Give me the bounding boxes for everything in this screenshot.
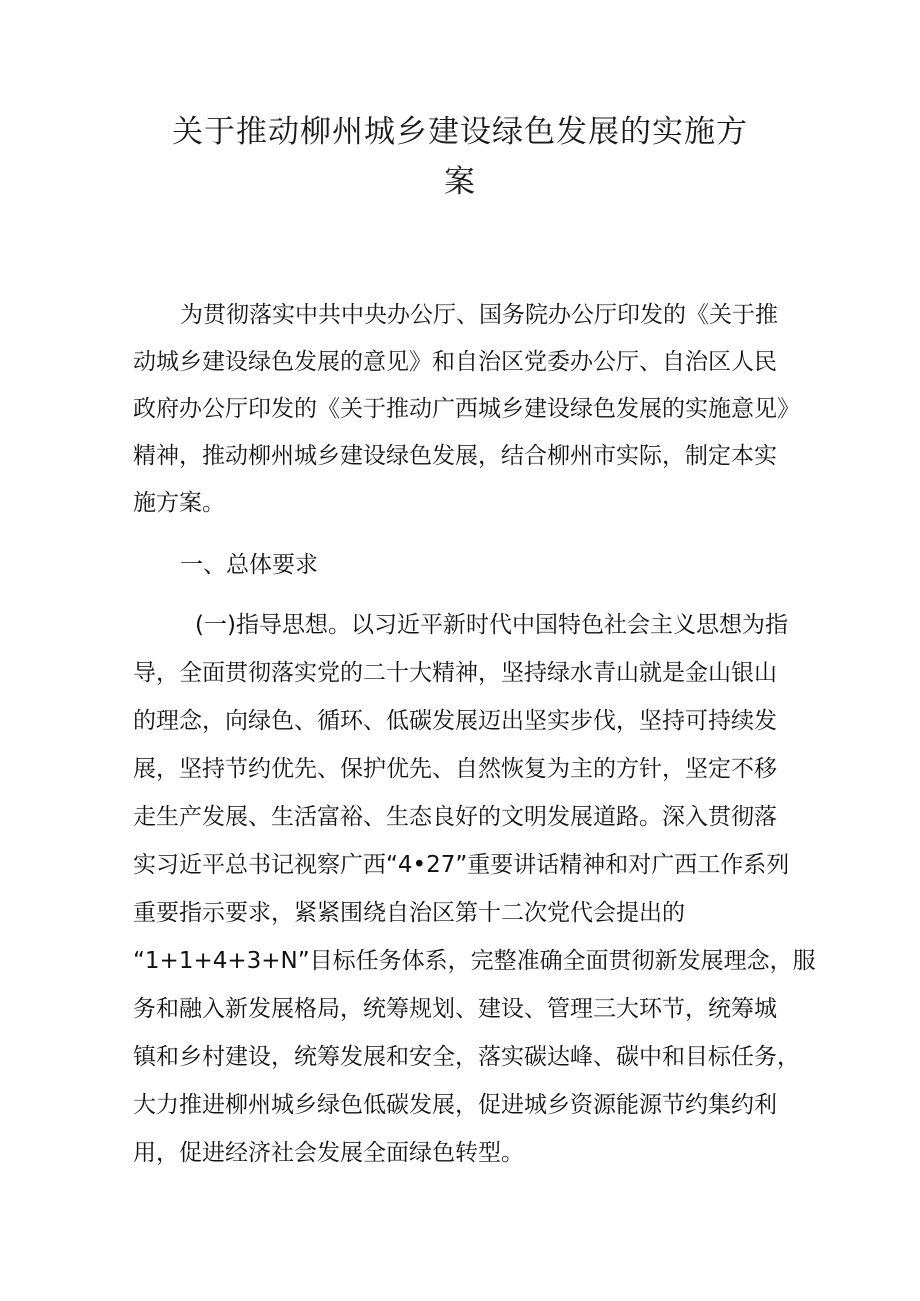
guiding-paragraph-line: 走生产发展、生活富裕、生态良好的文明发展道路。深入贯彻落 bbox=[133, 804, 777, 830]
guiding-paragraph-line: 重要指示要求，紧紧围绕自治区第十二次党代会提出的 bbox=[133, 900, 685, 926]
guiding-paragraph-line: 用，促进经济社会发展全面绿色转型。 bbox=[133, 1140, 524, 1166]
guiding-paragraph-line: 大力推进柳州城乡绿色低碳发展，促进城乡资源能源节约集约利 bbox=[133, 1092, 777, 1118]
guiding-paragraph-line: 导，全面贯彻落实党的二十大精神，坚持绿水青山就是金山银山 bbox=[133, 660, 777, 686]
guiding-paragraph-line: 镇和乡村建设，统筹发展和安全，落实碳达峰、碳中和目标任务， bbox=[133, 1044, 800, 1070]
intro-paragraph-line: 为贯彻落实中共中央办公厅、国务院办公厅印发的《关于推 bbox=[180, 302, 778, 328]
guiding-paragraph-line: 展，坚持节约优先、保护优先、自然恢复为主的方针，坚定不移 bbox=[133, 756, 777, 782]
document-title-line-1: 关于推动柳州城乡建设绿色发展的实施方 bbox=[172, 114, 748, 150]
intro-paragraph-line: 动城乡建设绿色发展的意见》和自治区党委办公厅、自治区人民 bbox=[133, 349, 777, 375]
guiding-paragraph-line: “1+1+4+3+N”目标任务体系，完整准确全面贯彻新发展理念，服 bbox=[133, 948, 816, 974]
guiding-paragraph-line: 实习近平总书记视察广西“4•27”重要讲话精神和对广西工作系列 bbox=[133, 852, 790, 878]
intro-paragraph-line: 政府办公厅印发的《关于推动广西城乡建设绿色发展的实施意见》 bbox=[133, 396, 800, 422]
section-heading: 一、总体要求 bbox=[180, 552, 318, 578]
intro-paragraph-line: 施方案。 bbox=[133, 490, 225, 516]
guiding-paragraph-line: 的理念，向绿色、循环、低碳发展迈出坚实步伐，坚持可持续发 bbox=[133, 708, 777, 734]
document-title-line-2: 案 bbox=[444, 164, 476, 200]
intro-paragraph-line: 精神，推动柳州城乡建设绿色发展，结合柳州市实际，制定本实 bbox=[133, 443, 777, 469]
guiding-paragraph-line: (一)指导思想。以习近平新时代中国特色社会主义思想为指 bbox=[195, 612, 788, 638]
guiding-paragraph-line: 务和融入新发展格局，统筹规划、建设、管理三大环节，统筹城 bbox=[133, 996, 777, 1022]
